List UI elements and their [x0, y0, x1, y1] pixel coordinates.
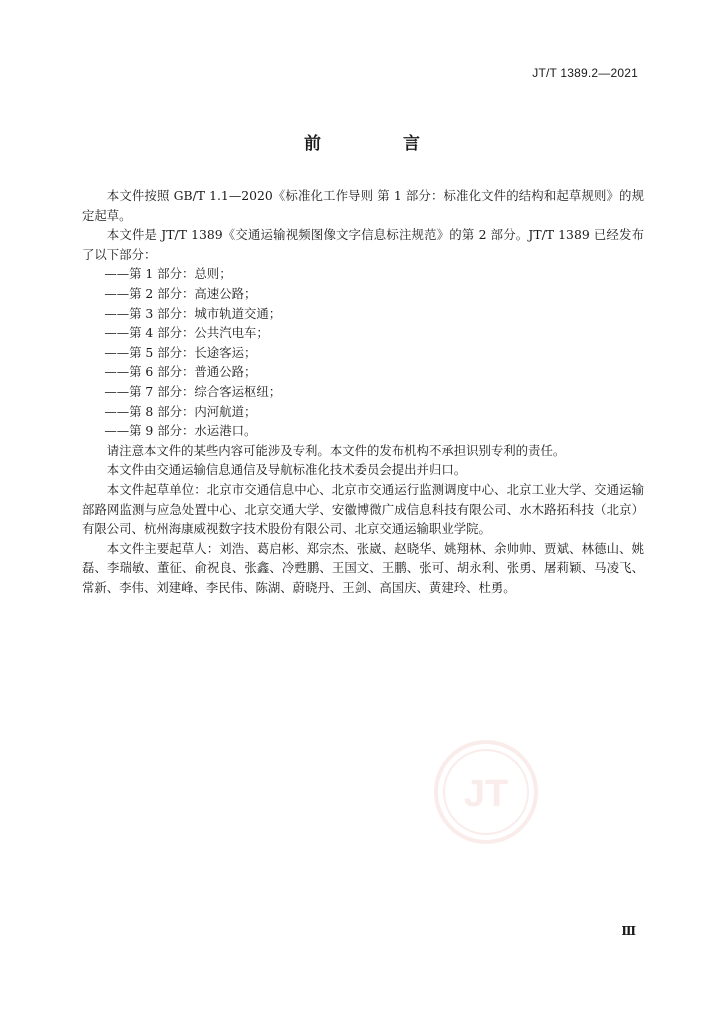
list-item: ——第 7 部分：综合客运枢纽； [104, 383, 282, 399]
standard-code: JT/T 1389.2—2021 [532, 66, 638, 80]
list-item: ——第 2 部分：高速公路； [104, 285, 257, 301]
list-item: ——第 3 部分：城市轨道交通； [104, 305, 282, 321]
paragraph-drafting-units: 本文件起草单位：北京市交通信息中心、北京市交通运行监测调度中心、北京工业大学、交通运输部路网监测与应急处置中心、北京交通大学、安徽博微广成信息科技有限公司、水木路拓科技（北京）有限公司、杭州海康威视数字技术股份有限公司、北京交通运输职业学院。 [82, 481, 644, 537]
paragraph-patent-notice: 请注意本文件的某些内容可能涉及专利。本文件的发布机构不承担识别专利的责任。 [106, 442, 566, 458]
list-item: ——第 5 部分：长途客运； [104, 344, 257, 360]
jt-logo-watermark [432, 738, 540, 846]
paragraph-proposer: 本文件由交通运输信息通信及导航标准化技术委员会提出并归口。 [106, 462, 467, 478]
page-number: Ⅲ [621, 924, 636, 938]
list-item: ——第 9 部分：水运港口。 [104, 423, 257, 439]
document-body [82, 186, 644, 597]
page-title: 前 言 [304, 134, 458, 154]
paragraph-drafting-rules: 本文件按照 GB/T 1.1—2020《标准化工作导则 第 1 部分：标准化文件的结构和起草规则》的规定起草。 [82, 188, 644, 223]
list-item: ——第 4 部分：公共汽电车； [104, 325, 269, 341]
svg-text:JT: JT [463, 773, 509, 815]
list-item: ——第 1 部分：总则； [104, 266, 232, 282]
list-item: ——第 6 部分：普通公路； [104, 364, 257, 380]
parts-list [82, 264, 644, 440]
paragraph-series-intro: 本文件是 JT/T 1389《交通运输视频图像文字信息标注规范》的第 2 部分。JT/T 1389 已经发布了以下部分： [82, 227, 644, 262]
list-item: ——第 8 部分：内河航道； [104, 403, 257, 419]
paragraph-drafters: 本文件主要起草人：刘浩、葛启彬、郑宗杰、张崴、赵晓华、姚翔林、余帅帅、贾斌、林德山、姚磊、李瑞敏、董征、俞祝良、张鑫、冷甦鹏、王国文、王鹏、张可、胡永利、张勇、屠莉颖、马凌飞、常新、李伟、刘建峰、李民伟、陈湖、蔚晓丹、王剑、高国庆、黄建玲、杜勇。 [82, 540, 644, 595]
